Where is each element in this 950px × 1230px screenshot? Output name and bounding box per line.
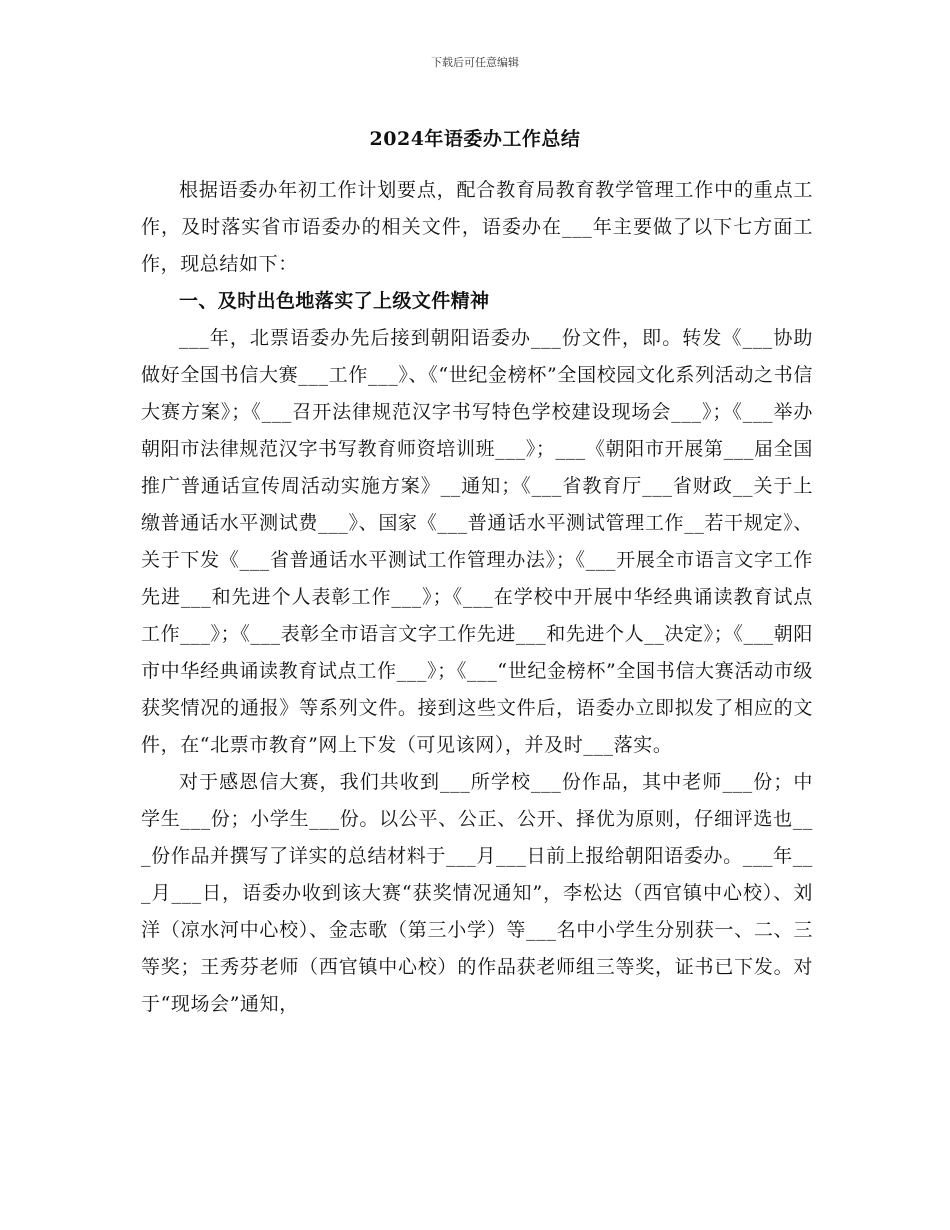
body-paragraph: 对于感恩信大赛，我们共收到___所学校___份作品，其中老师___份；中学生___份；小学生___份。以公平、公正、公开、择优为原则，仔细评选也___份作品并撰写了详实的总结材料于___月___日前上报给朝阳语委办。___年___月___日，语委办收到该大赛“获奖情况通知”，李松达（西官镇中心校）、刘洋（凉水河中心校）、金志歌（第三小学）等___名中小学生分别获一、二、三等奖；王秀芬老师（西官镇中心校）的作品获老师组三等奖，证书已下发。对于“现场会”通知， bbox=[141, 771, 813, 1015]
body-paragraph: ___年，北票语委办先后接到朝阳语委办___份文件，即。转发《___协助做好全国书信大赛___工作___》、《“世纪金榜杯”全国校园文化系列活动之书信大赛方案》；《___召开法律规范汉字书写特色学校建设现场会___》；《___举办朝阳市法律规范汉字书写教育师资培训班___》；___《朝阳市开展第___届全国推广普通话宣传周活动实施方案》__通知；《___省教育厅___省财政__关于上缴普通话水平测试费___》、国家《___普通话水平测试管理工作__若干规定》、关于下发《___省普通话水平测试工作管理办法》；《___开展全市语言文字工作先进___和先进个人表彰工作___》；《___在学校中开展中华经典诵读教育试点工作___》；《___表彰全市语言文字工作先进___和先进个人__决定》；《___朝阳市中华经典诵读教育试点工作___》；《___“世纪金榜杯”全国书信大赛活动市级获奖情况的通报》等系列文件。接到这些文件后，语委办立即拟发了相应的文件，在“北票市教育”网上下发（可见该网），并及时___落实。 bbox=[141, 327, 813, 756]
section-heading: 一、及时出色地落实了上级文件精神 bbox=[179, 290, 490, 312]
intro-paragraph: 根据语委办年初工作计划要点，配合教育局教育教学管理工作中的重点工作，及时落实省市语委办的相关文件，语委办在___年主要做了以下七方面工作，现总结如下： bbox=[141, 179, 813, 275]
header-note: 下载后可任意编辑 bbox=[431, 56, 519, 69]
document-title: 2024年语委办工作总结 bbox=[369, 128, 581, 150]
document-body bbox=[141, 172, 813, 1023]
